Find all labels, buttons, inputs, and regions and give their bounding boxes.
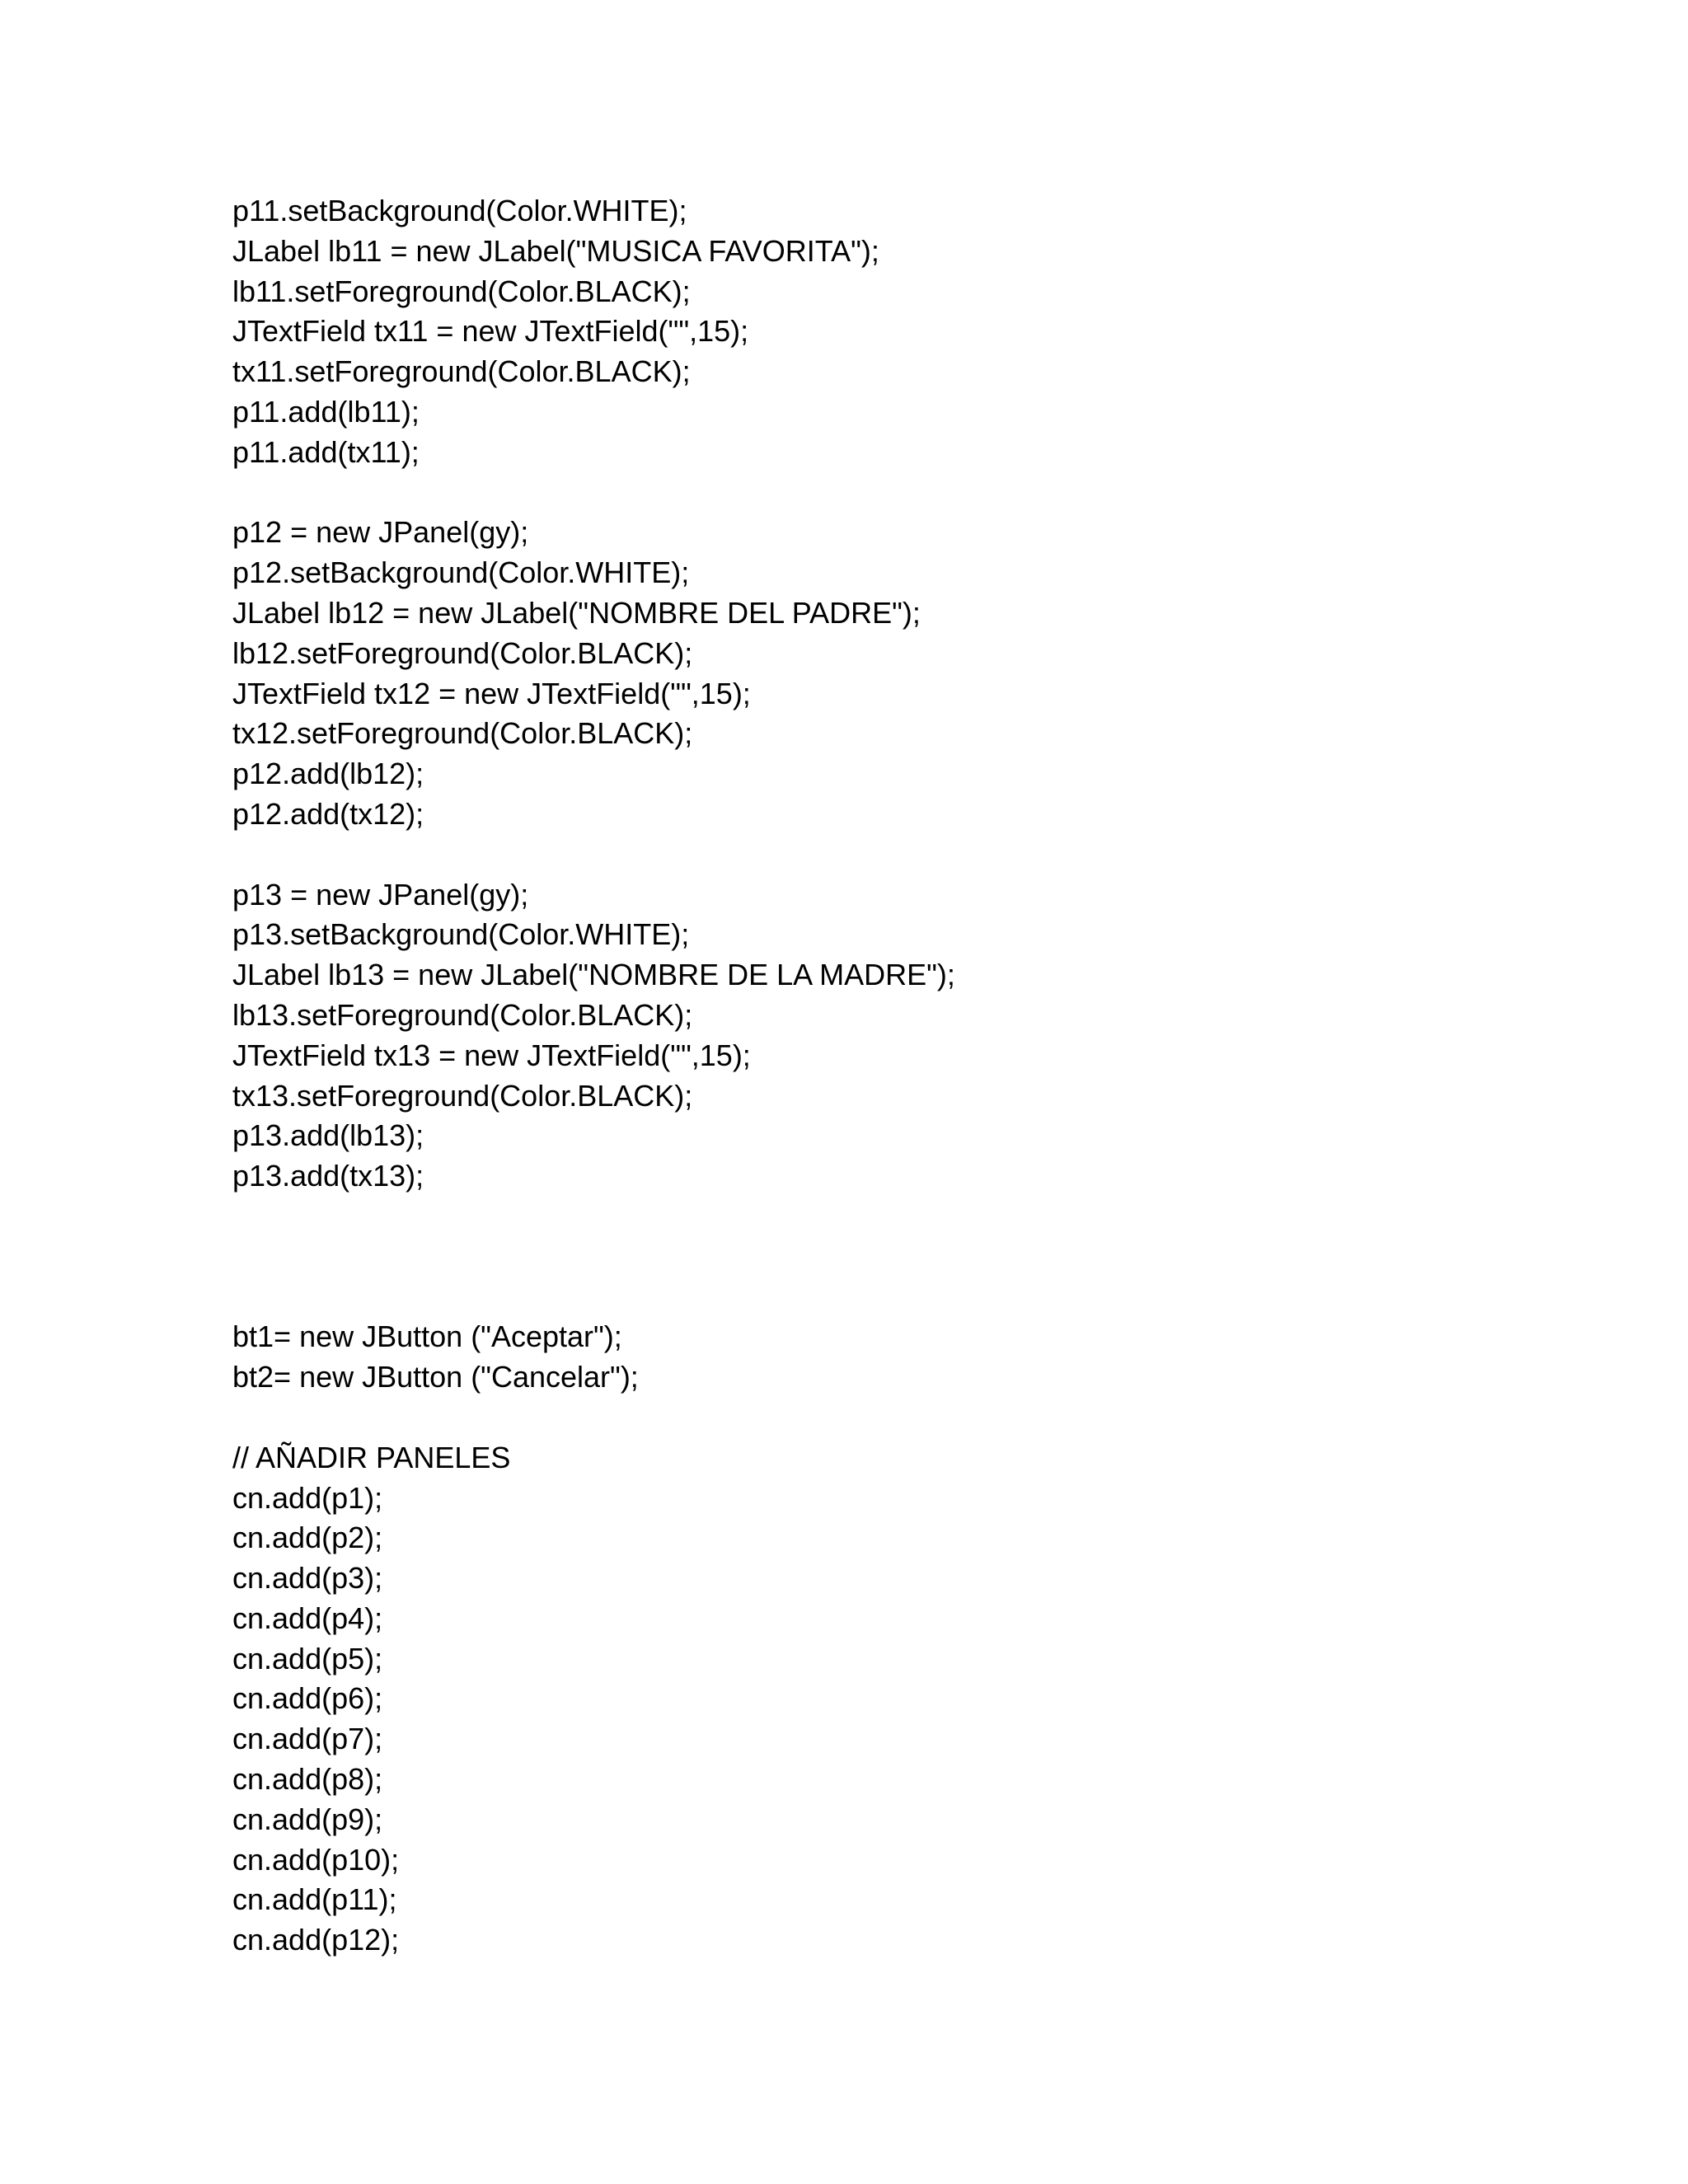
code-line: bt2= new JButton ("Cancelar"); bbox=[232, 1360, 639, 1394]
code-line: JTextField tx11 = new JTextField("",15); bbox=[232, 314, 749, 349]
blank-line bbox=[232, 1197, 955, 1237]
code-line: p13 = new JPanel(gy); bbox=[232, 877, 529, 912]
code-line: p12.add(tx12); bbox=[232, 796, 424, 831]
code-line: p11.add(lb11); bbox=[232, 394, 420, 429]
code-line: cn.add(p7); bbox=[232, 1722, 383, 1756]
code-line: cn.add(p9); bbox=[232, 1802, 383, 1836]
code-line: p13.add(tx13); bbox=[232, 1159, 424, 1193]
code-line: tx13.setForeground(Color.BLACK); bbox=[232, 1078, 693, 1113]
code-line: p11.add(tx11); bbox=[232, 434, 420, 469]
code-line: tx11.setForeground(Color.BLACK); bbox=[232, 354, 691, 389]
code-line: p13.add(lb13); bbox=[232, 1118, 424, 1153]
code-line: p11.setBackground(Color.WHITE); bbox=[232, 194, 687, 227]
code-line: lb12.setForeground(Color.BLACK); bbox=[232, 635, 693, 670]
code-line: JLabel lb12 = new JLabel("NOMBRE DEL PADRE"); bbox=[232, 595, 921, 630]
blank-line bbox=[232, 1398, 955, 1438]
code-line: p13.setBackground(Color.WHITE); bbox=[232, 917, 690, 952]
code-line: JTextField tx13 = new JTextField("",15); bbox=[232, 1038, 751, 1072]
blank-line bbox=[232, 473, 955, 513]
code-line: cn.add(p11); bbox=[232, 1882, 397, 1917]
code-line: p12.setBackground(Color.WHITE); bbox=[232, 555, 690, 590]
code-line: // AÑADIR PANELES bbox=[232, 1440, 511, 1474]
code-line: p12 = new JPanel(gy); bbox=[232, 515, 529, 550]
code-line: cn.add(p6); bbox=[232, 1681, 383, 1716]
code-line: cn.add(p8); bbox=[232, 1762, 383, 1797]
code-line: cn.add(p12); bbox=[232, 1923, 400, 1957]
code-line: cn.add(p10); bbox=[232, 1842, 400, 1877]
code-line: cn.add(p1); bbox=[232, 1480, 383, 1515]
code-line: JTextField tx12 = new JTextField("",15); bbox=[232, 676, 751, 710]
code-line: cn.add(p4); bbox=[232, 1601, 383, 1635]
blank-line bbox=[232, 835, 955, 875]
code-line: cn.add(p2); bbox=[232, 1521, 383, 1555]
code-line: JLabel lb11 = new JLabel("MUSICA FAVORITA"); bbox=[232, 233, 879, 268]
code-line: JLabel lb13 = new JLabel("NOMBRE DE LA MADRE"); bbox=[232, 958, 955, 992]
code-line: tx12.setForeground(Color.BLACK); bbox=[232, 716, 693, 751]
blank-line bbox=[232, 1277, 955, 1318]
code-line: bt1= new JButton ("Aceptar"); bbox=[232, 1319, 622, 1354]
code-line: lb11.setForeground(Color.BLACK); bbox=[232, 274, 691, 308]
code-line: lb13.setForeground(Color.BLACK); bbox=[232, 997, 693, 1032]
code-line: p12.add(lb12); bbox=[232, 757, 424, 791]
code-listing bbox=[232, 191, 955, 1961]
code-line: cn.add(p5); bbox=[232, 1641, 383, 1675]
code-line: cn.add(p3); bbox=[232, 1561, 383, 1596]
blank-line bbox=[232, 1237, 955, 1277]
